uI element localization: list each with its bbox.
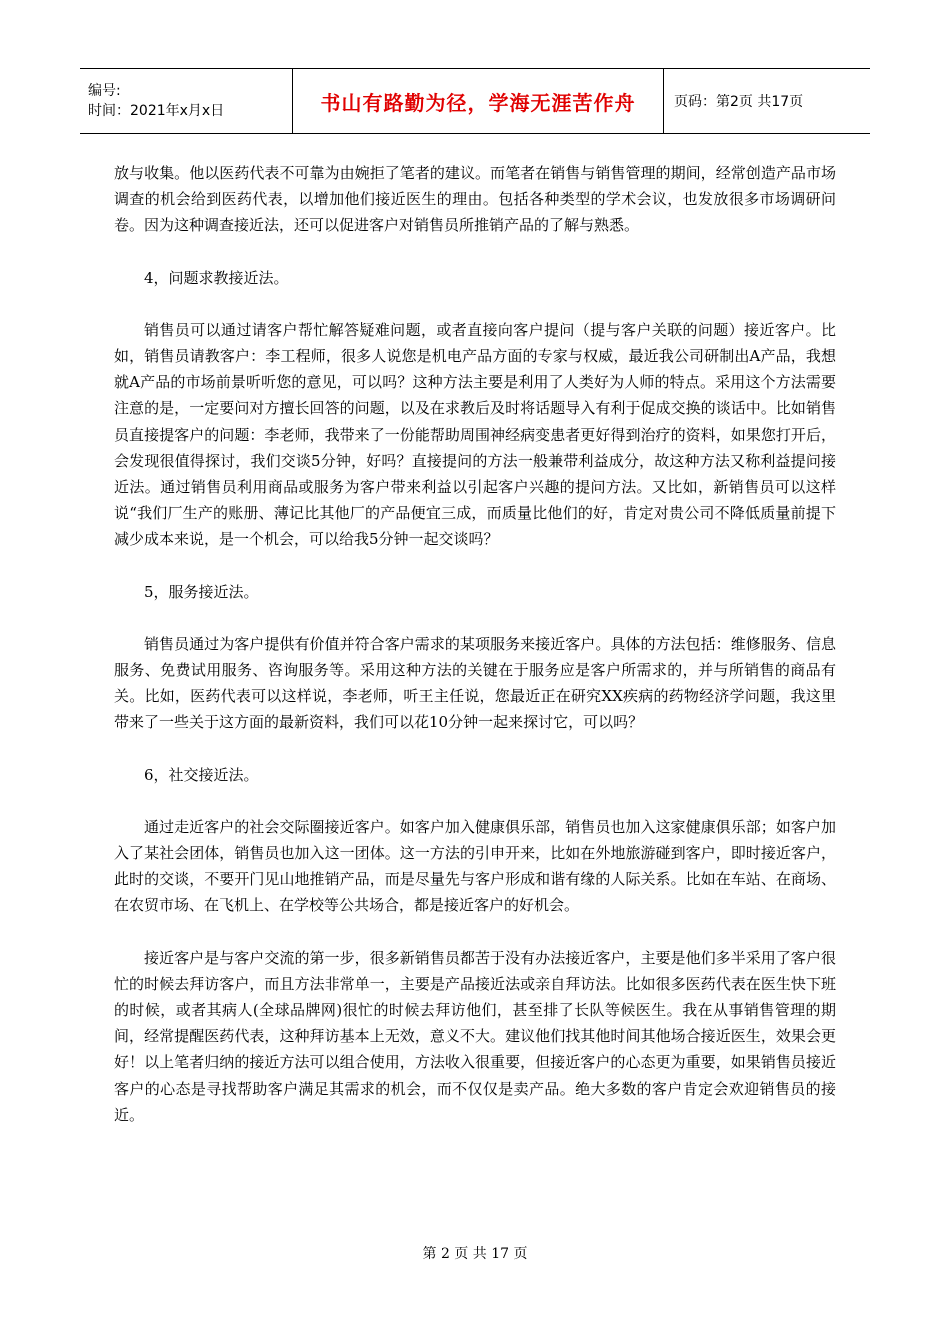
document-number-label: 编号: — [88, 83, 121, 99]
section-heading: 6，社交接近法。 — [144, 765, 259, 784]
section-heading: 4，问题求教接近法。 — [144, 268, 289, 287]
header-meta — [80, 69, 293, 134]
paragraph: 销售员通过为客户提供有价值并符合客户需求的某项服务来接近客户。具体的方法包括：维修服务、信息服务、免费试用服务、咨询服务等。采用这种方法的关键在于服务应是客户所需求的，并与所销售的商品有关。比如，医药代表可以这样说，李老师，听王主任说，您最近正在研究XX疾病的药物经济学问题，我这里带来了一些关于这方面的最新资料，我们可以花10分钟一起来探讨它，可以吗？ — [114, 634, 836, 732]
section-heading: 5，服务接近法。 — [144, 582, 259, 601]
document-date-label: 时间：2021年x月x日 — [88, 103, 225, 119]
header-motto: 书山有路勤为径，学海无涯苦作舟 — [293, 69, 664, 134]
paragraph: 销售员可以通过请客户帮忙解答疑难问题，或者直接向客户提问（提与客户关联的问题）接近客户。比如，销售员请教客户：李工程师，很多人说您是机电产品方面的专家与权威，最近我公司研制出A产品，我想就A产品的市场前景听听您的意见，可以吗？这种方法主要是利用了人类好为人师的特点。采用这个方法需要注意的是，一定要问对方擅长回答的问题，以及在求教后及时将话题导入有利于促成交换的谈话中。比如销售员直接提客户的问题：李老师，我带来了一份能帮助周围神经病变患者更好得到治疗的资料，如果您打开后，会发现很值得探讨，我们交谈5分钟，好吗？直接提问的方法一般兼带利益成分，故这种方法又称利益提问接近法。通过销售员利用商品或服务为客户带来利益以引起客户兴趣的提问方法。又比如，新销售员可以这样说“我们厂生产的账册、薄记比其他厂的产品便宜三成，而质量比他们的好，肯定对贵公司不降低质量前提下减少成本来说，是一个机会，可以给我5分钟一起交谈吗？ — [114, 320, 836, 549]
header-page-info: 页码：第2页 共17页 — [674, 94, 804, 110]
paragraph: 放与收集。他以医药代表不可靠为由婉拒了笔者的建议。而笔者在销售与销售管理的期间，经常创造产品市场调查的机会给到医药代表，以增加他们接近医生的理由。包括各种类型的学术会议，也发放很多市场调研问卷。因为这种调查接近法，还可以促进客户对销售员所推销产品的了解与熟悉。 — [114, 164, 836, 235]
paragraph: 通过走近客户的社会交际圈接近客户。如客户加入健康俱乐部，销售员也加入这家健康俱乐部；如客户加入了某社会团体，销售员也加入这一团体。这一方法的引申开来，比如在外地旅游碰到客户，即时接近客户，此时的交谈，不要开门见山地推销产品，而是尽量先与客户形成和谐有缘的人际关系。比如在车站、在商场、在农贸市场、在飞机上、在学校等公共场合，都是接近客户的好机会。 — [114, 817, 836, 915]
page-footer: 第 2 页 共 17 页 — [422, 1246, 528, 1262]
document-body — [114, 160, 836, 1154]
paragraph: 接近客户是与客户交流的第一步，很多新销售员都苦于没有办法接近客户，主要是他们多半采用了客户很忙的时候去拜访客户，而且方法非常单一，主要是产品接近法或亲自拜访法。比如很多医药代表在医生快下班的时候，或者其病人(全球品牌网)很忙的时候去拜访他们，甚至排了长队等候医生。我在从事销售管理的期间，经常提醒医药代表，这种拜访基本上无效，意义不大。建议他们找其他时间其他场合接近医生，效果会更好！以上笔者归纳的接近方法可以组合使用，方法收入很重要，但接近客户的心态更为重要，如果销售员接近客户的心态是寻找帮助客户满足其需求的机会，而不仅仅是卖产品。绝大多数的客户肯定会欢迎销售员的接近。 — [114, 948, 836, 1124]
document-header — [80, 68, 870, 134]
